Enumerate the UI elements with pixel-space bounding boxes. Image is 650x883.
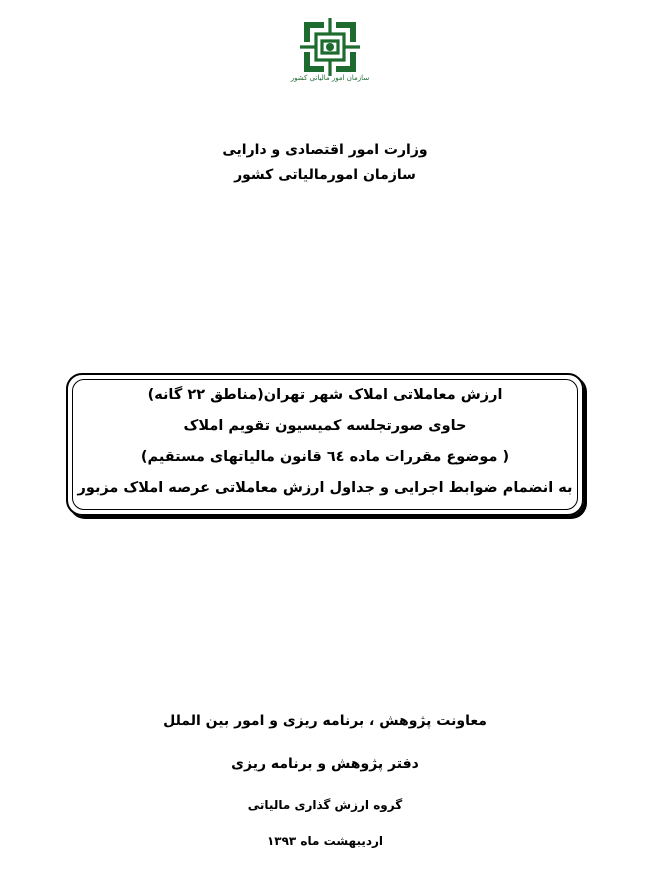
office-name: دفتر پژوهش و برنامه ریزی [231,756,419,772]
deputy-name: معاونت پژوهش ، برنامه ریزی و امور بین الملل [163,713,487,729]
title-line-2: حاوی صورتجلسه کمیسیون تقویم املاک [183,418,467,434]
title-line-1: ارزش معاملاتی املاک شهر تهران(مناطق ۲۲ گانه) [147,387,503,403]
organization-name: سازمان امورمالیاتی کشور [234,167,416,183]
group-name: گروه ارزش گذاری مالیاتی [247,798,403,812]
ministry-name: وزارت امور اقتصادی و دارایی [222,142,428,158]
title-line-4: به انضمام ضوابط اجرایی و جداول ارزش معاملاتی عرصه املاک مزبور [77,480,573,496]
logo-caption: سازمان امور مالیاتی کشور [290,74,370,82]
title-box [66,373,584,516]
publication-date: اردیبهشت ماه ۱۳۹۳ [266,834,384,848]
title-line-3: ( موضوع مقررات ماده ٦٤ قانون مالیاتهای مستقیم) [140,449,510,465]
